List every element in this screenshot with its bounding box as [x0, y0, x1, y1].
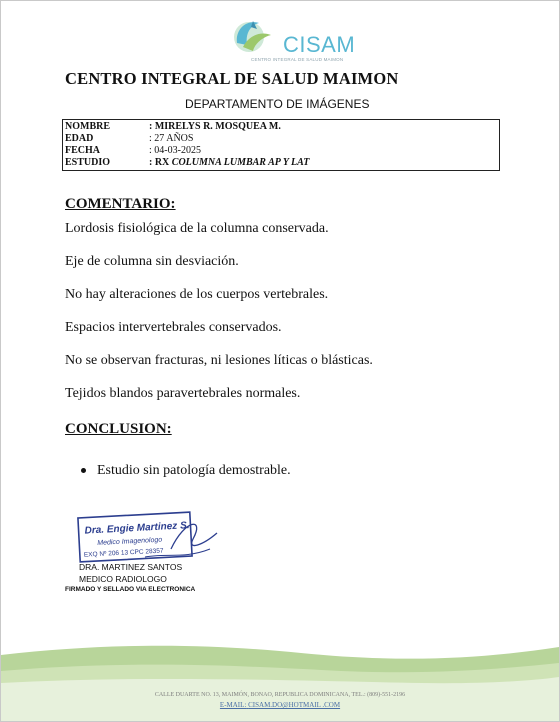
- stamp-license: EXQ Nº 206 13 CPC 28357: [83, 547, 164, 559]
- date-value: : 04-03-2025: [149, 145, 201, 156]
- stamp-role: Medico Imagenologo: [97, 536, 163, 547]
- age-label: EDAD: [65, 133, 94, 144]
- comment-line: No hay alteraciones de los cuerpos vertebrales.: [65, 287, 329, 302]
- stamp-name: Dra. Engie Martinez S.: [84, 520, 190, 537]
- study-name: COLUMNA LUMBAR AP Y LAT: [171, 157, 310, 168]
- bullet-icon: [81, 468, 86, 473]
- comment-line: Lordosis fisiológica de la columna conservada.: [65, 221, 329, 236]
- name-value: : MIRELYS R. MOSQUEA M.: [149, 121, 281, 132]
- study-label: ESTUDIO: [65, 157, 111, 168]
- logo-subtitle: CENTRO INTEGRAL DE SALUD MAIMON: [251, 57, 344, 62]
- study-prefix: : RX: [149, 157, 170, 168]
- date-label: FECHA: [65, 145, 100, 156]
- name-label: NOMBRE: [65, 121, 110, 132]
- logo-wordmark: CISAM: [283, 32, 356, 57]
- comment-heading: COMENTARIO:: [65, 196, 176, 212]
- footer-wave: [1, 641, 559, 722]
- comment-line: No se observan fracturas, ni lesiones líticas o blásticas.: [65, 353, 373, 368]
- email-prefix: E-MAIL:: [219, 701, 247, 709]
- study-value: [149, 157, 309, 169]
- department-name: DEPARTAMENTO DE IMÁGENES: [185, 97, 370, 111]
- signature-note: FIRMADO Y SELLADO VIA ELECTRONICA: [65, 586, 196, 593]
- footer-email: [1, 701, 559, 709]
- signer-title: MEDICO RADIOLOGO: [79, 574, 167, 584]
- email-link[interactable]: CISAM.DO@HOTMAIL .COM: [248, 701, 341, 709]
- signer-name: DRA. MARTINEZ SANTOS: [79, 562, 183, 572]
- patient-info-box: [62, 119, 500, 171]
- footer-address: CALLE DUARTE NO. 13, MAIMÓN, BONAO, REPUBLICA DOMINICANA, TEL.: (809)-551-2196: [154, 692, 406, 698]
- comment-line: Espacios intervertebrales conservados.: [65, 320, 282, 335]
- comment-line: Eje de columna sin desviación.: [65, 254, 239, 269]
- conclusion-heading: CONCLUSION:: [65, 421, 172, 437]
- age-value: : 27 AÑOS: [149, 133, 194, 144]
- comment-line: Tejidos blandos paravertebrales normales.: [65, 386, 301, 401]
- page-title: CENTRO INTEGRAL DE SALUD MAIMON: [65, 69, 399, 88]
- signature-stamp: [75, 509, 225, 569]
- conclusion-item: Estudio sin patología demostrable.: [97, 463, 291, 478]
